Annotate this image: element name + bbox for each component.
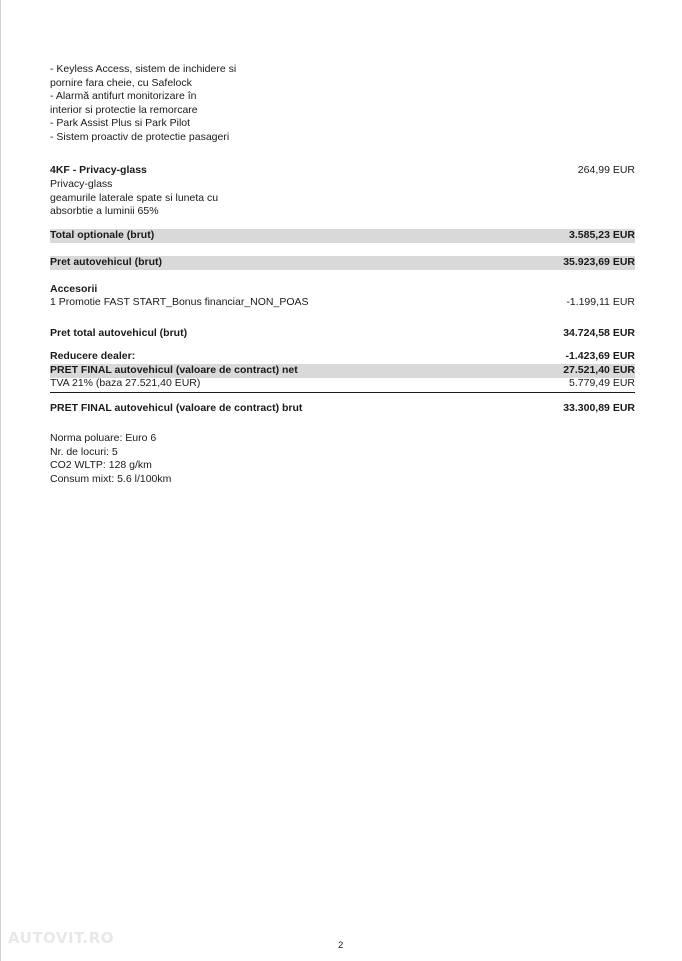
vat-value: 5.779,49 EUR	[569, 377, 635, 390]
total-options-value: 3.585,23 EUR	[569, 229, 635, 242]
total-vehicle-label: Pret total autovehicul (brut)	[50, 327, 188, 340]
accessory-row	[50, 296, 635, 310]
final-gross-value: 33.300,89 EUR	[563, 402, 635, 415]
spec-line: Norma poluare: Euro 6	[50, 432, 157, 444]
total-divider	[50, 392, 635, 393]
vehicle-price-value: 35.923,69 EUR	[563, 256, 635, 269]
dealer-discount-row	[50, 350, 635, 364]
total-vehicle-row	[50, 327, 635, 341]
option-row	[50, 164, 635, 178]
option-description	[50, 178, 635, 219]
option-description-line: absorbtie a luminii 65%	[50, 205, 159, 217]
page-border	[0, 0, 1, 961]
spec-line: Consum mixt: 5.6 l/100km	[50, 472, 172, 485]
specs-list	[50, 432, 635, 486]
features-list	[50, 63, 635, 144]
total-options-row	[50, 229, 635, 243]
watermark-logo: AUTOVIT.RO	[8, 929, 115, 947]
total-vehicle-value: 34.724,58 EUR	[563, 327, 635, 340]
feature-line: interior si protectie la remorcare	[50, 103, 198, 116]
total-options-label: Total optionale (brut)	[50, 229, 155, 242]
option-description-line: Privacy-glass	[50, 178, 113, 190]
accessory-label: 1 Promotie FAST START_Bonus financiar_NON_POAS	[50, 296, 309, 309]
option-price: 264,99 EUR	[577, 164, 635, 177]
feature-line: - Alarmă antifurt monitorizare în	[50, 90, 197, 102]
accessories-heading: Accesorii	[50, 283, 98, 295]
feature-line: - Park Assist Plus si Park Pilot	[50, 117, 191, 129]
final-net-label: PRET FINAL autovehicul (valoare de contract) net	[50, 364, 298, 377]
option-description-line: geamurile laterale spate si luneta cu	[50, 191, 219, 204]
vehicle-price-row	[50, 256, 635, 270]
vat-row	[50, 377, 635, 391]
accessory-value: -1.199,11 EUR	[566, 296, 635, 309]
final-gross-label: PRET FINAL autovehicul (valoare de contract) brut	[50, 402, 303, 415]
dealer-discount-label: Reducere dealer:	[50, 350, 136, 363]
feature-line: pornire fara cheie, cu Safelock	[50, 76, 192, 89]
spec-line: Nr. de locuri: 5	[50, 445, 118, 458]
vat-label: TVA 21% (baza 27.521,40 EUR)	[50, 377, 201, 390]
final-gross-row	[50, 402, 635, 416]
vehicle-price-label: Pret autovehicul (brut)	[50, 256, 163, 269]
dealer-discount-value: -1.423,69 EUR	[565, 350, 635, 363]
final-net-value: 27.521,40 EUR	[563, 364, 635, 377]
feature-line: - Sistem proactiv de protectie pasageri	[50, 130, 230, 143]
spec-line: CO2 WLTP: 128 g/km	[50, 459, 152, 471]
option-title: 4KF - Privacy-glass	[50, 164, 147, 177]
feature-line: - Keyless Access, sistem de inchidere si	[50, 63, 237, 75]
page-number: 2	[338, 940, 344, 951]
final-net-row	[50, 364, 635, 378]
